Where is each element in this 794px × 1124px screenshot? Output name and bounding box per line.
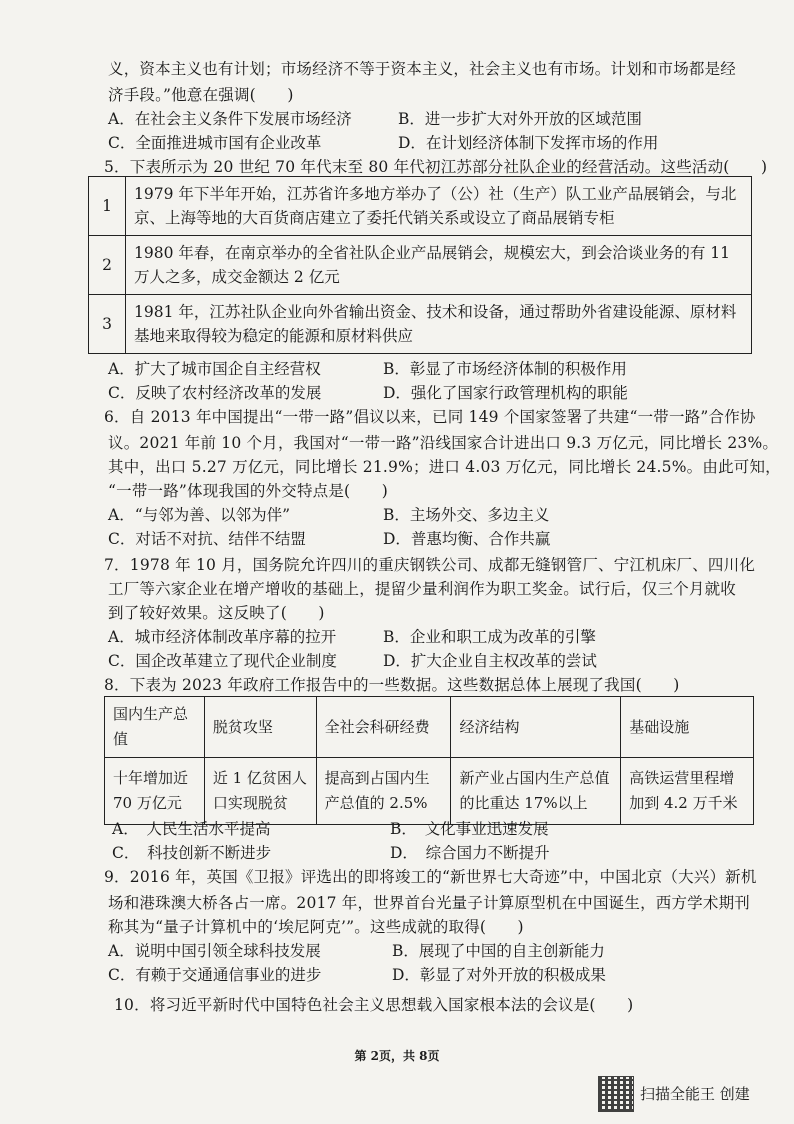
q8-value-poverty: 近 1 亿贫困人口实现脱贫 <box>204 758 316 825</box>
table-row <box>89 177 752 236</box>
q8-stem: 8．下表为 2023 年政府工作报告中的一些数据。这些数据总体上展现了我国( ) <box>104 676 680 694</box>
q9-option-b[interactable]: B．展现了中国的自主创新能力 <box>392 942 605 960</box>
q7-option-c[interactable]: C．国企改革建立了现代企业制度 <box>108 652 337 670</box>
q8-table <box>104 696 754 825</box>
q9-line3: 称其为“量子计算机中的‘埃尼阿克’”。这些成就的取得( ) <box>108 918 524 936</box>
q4-option-b[interactable]: B．进一步扩大对外开放的区域范围 <box>398 110 642 128</box>
q9-option-c[interactable]: C．有赖于交通通信事业的进步 <box>108 966 322 984</box>
q4-line1: 义，资本主义也有计划；市场经济不等于资本主义，社会主义也有市场。计划和市场都是经 <box>108 60 737 78</box>
q5-option-c[interactable]: C．反映了农村经济改革的发展 <box>108 384 322 402</box>
q7-line2: 工厂等六家企业在增产增收的基础上，提留少量利润作为职工奖金。试行后，仅三个月就收 <box>108 580 737 598</box>
q8-header-gdp: 国内生产总值 <box>105 697 205 758</box>
q7-line3: 到了较好效果。这反映了( ) <box>108 604 325 622</box>
q5-option-b[interactable]: B．彰显了市场经济体制的积极作用 <box>383 360 627 378</box>
q8-value-structure: 新产业占国内生产总值的比重达 17%以上 <box>451 758 621 825</box>
q9-line1: 9．2016 年，英国《卫报》评选出的即将竣工的“新世界七大奇迹”中，中国北京（大兴）新机 <box>104 868 757 886</box>
q8-value-gdp: 十年增加近 70 万亿元 <box>105 758 205 825</box>
q5-row-text: 1981 年，江苏社队企业向外省输出资金、技术和设备，通过帮助外省建设能源、原材料基地来取得较为稳定的能源和原材料供应 <box>126 295 752 354</box>
q5-row-number: 3 <box>89 295 126 354</box>
q8-header-research: 全社会科研经费 <box>316 697 451 758</box>
q9-line2: 场和港珠澳大桥各占一席。2017 年，世界首台光量子计算原型机在中国诞生，西方学术期刊 <box>108 894 750 912</box>
q8-option-b[interactable]: B． 文化事业迅速发展 <box>390 820 549 838</box>
q7-line1: 7．1978 年 10 月，国务院允许四川的重庆钢铁公司、成都无缝钢管厂、宁江机床厂、四川化 <box>104 556 756 574</box>
watermark-text: 扫描全能王 创建 <box>640 1085 750 1103</box>
table-row <box>89 236 752 295</box>
q6-line4: “一带一路”体现我国的外交特点是( ) <box>108 482 388 500</box>
q6-line3: 其中，出口 5.27 万亿元，同比增长 21.9%；进口 4.03 万亿元，同比增长 24.5%。由此可知， <box>108 458 781 476</box>
q4-option-a[interactable]: A．在社会主义条件下发展市场经济 <box>108 110 352 128</box>
q8-option-d[interactable]: D． 综合国力不断提升 <box>390 844 550 862</box>
q8-header-poverty: 脱贫攻坚 <box>204 697 316 758</box>
q4-option-c[interactable]: C．全面推进城市国有企业改革 <box>108 134 322 152</box>
q5-row-text: 1979 年下半年开始，江苏省许多地方举办了（公）社（生产）队工业产品展销会，与北京、上海等地的大百货商店建立了委托代销关系或设立了商品展销专柜 <box>126 177 752 236</box>
q7-option-d[interactable]: D．扩大企业自主权改革的尝试 <box>383 652 597 670</box>
scanner-watermark <box>598 1076 780 1112</box>
table-header-row <box>105 697 754 758</box>
q8-value-research: 提高到占国内生产总值的 2.5% <box>316 758 451 825</box>
q5-option-a[interactable]: A．扩大了城市国企自主经营权 <box>108 360 321 378</box>
q6-option-b[interactable]: B．主场外交、多边主义 <box>383 506 550 524</box>
table-row <box>105 758 754 825</box>
q5-stem: 5．下表所示为 20 世纪 70 年代末至 80 年代初江苏部分社队企业的经营活动。这些活动( ) <box>104 158 768 176</box>
qr-code-icon <box>598 1076 634 1112</box>
q9-option-d[interactable]: D．彰显了对外开放的积极成果 <box>392 966 606 984</box>
q8-option-a[interactable]: A． 人民生活水平提高 <box>112 820 271 838</box>
q6-option-c[interactable]: C．对话不对抗、结伴不结盟 <box>108 530 306 548</box>
q8-header-structure: 经济结构 <box>451 697 621 758</box>
q5-option-d[interactable]: D．强化了国家行政管理机构的职能 <box>383 384 628 402</box>
q8-value-infrastructure: 高铁运营里程增加到 4.2 万千米 <box>621 758 754 825</box>
q6-option-d[interactable]: D．普惠均衡、合作共赢 <box>383 530 551 548</box>
q8-header-infrastructure: 基础设施 <box>621 697 754 758</box>
q5-row-number: 2 <box>89 236 126 295</box>
q5-row-number: 1 <box>89 177 126 236</box>
table-row <box>89 295 752 354</box>
q6-line1: 6．自 2013 年中国提出“一带一路”倡议以来，已同 149 个国家签署了共建“一带一路”合作协 <box>104 408 756 426</box>
q4-option-d[interactable]: D．在计划经济体制下发挥市场的作用 <box>398 134 659 152</box>
q7-option-a[interactable]: A．城市经济体制改革序幕的拉开 <box>108 628 337 646</box>
q5-table <box>88 176 752 354</box>
q6-option-a[interactable]: A．“与邻为善、以邻为伴” <box>108 506 291 524</box>
q7-option-b[interactable]: B．企业和职工成为改革的引擎 <box>383 628 596 646</box>
q9-option-a[interactable]: A．说明中国引领全球科技发展 <box>108 942 321 960</box>
page-number: 第 2页，共 8页 <box>354 1049 440 1063</box>
q5-row-text: 1980 年春，在南京举办的全省社队企业产品展销会，规模宏大，到会洽谈业务的有 11 万人之多，成交金额达 2 亿元 <box>126 236 752 295</box>
q4-line2: 济手段。”他意在强调( ) <box>108 86 294 104</box>
q6-line2: 议。2021 年前 10 个月，我国对“一带一路”沿线国家合计进出口 9.3 万亿元，同比增长 23%。 <box>108 434 779 452</box>
q8-option-c[interactable]: C． 科技创新不断进步 <box>112 844 272 862</box>
q10-line1: 10．将习近平新时代中国特色社会主义思想载入国家根本法的会议是( ) <box>114 996 634 1014</box>
